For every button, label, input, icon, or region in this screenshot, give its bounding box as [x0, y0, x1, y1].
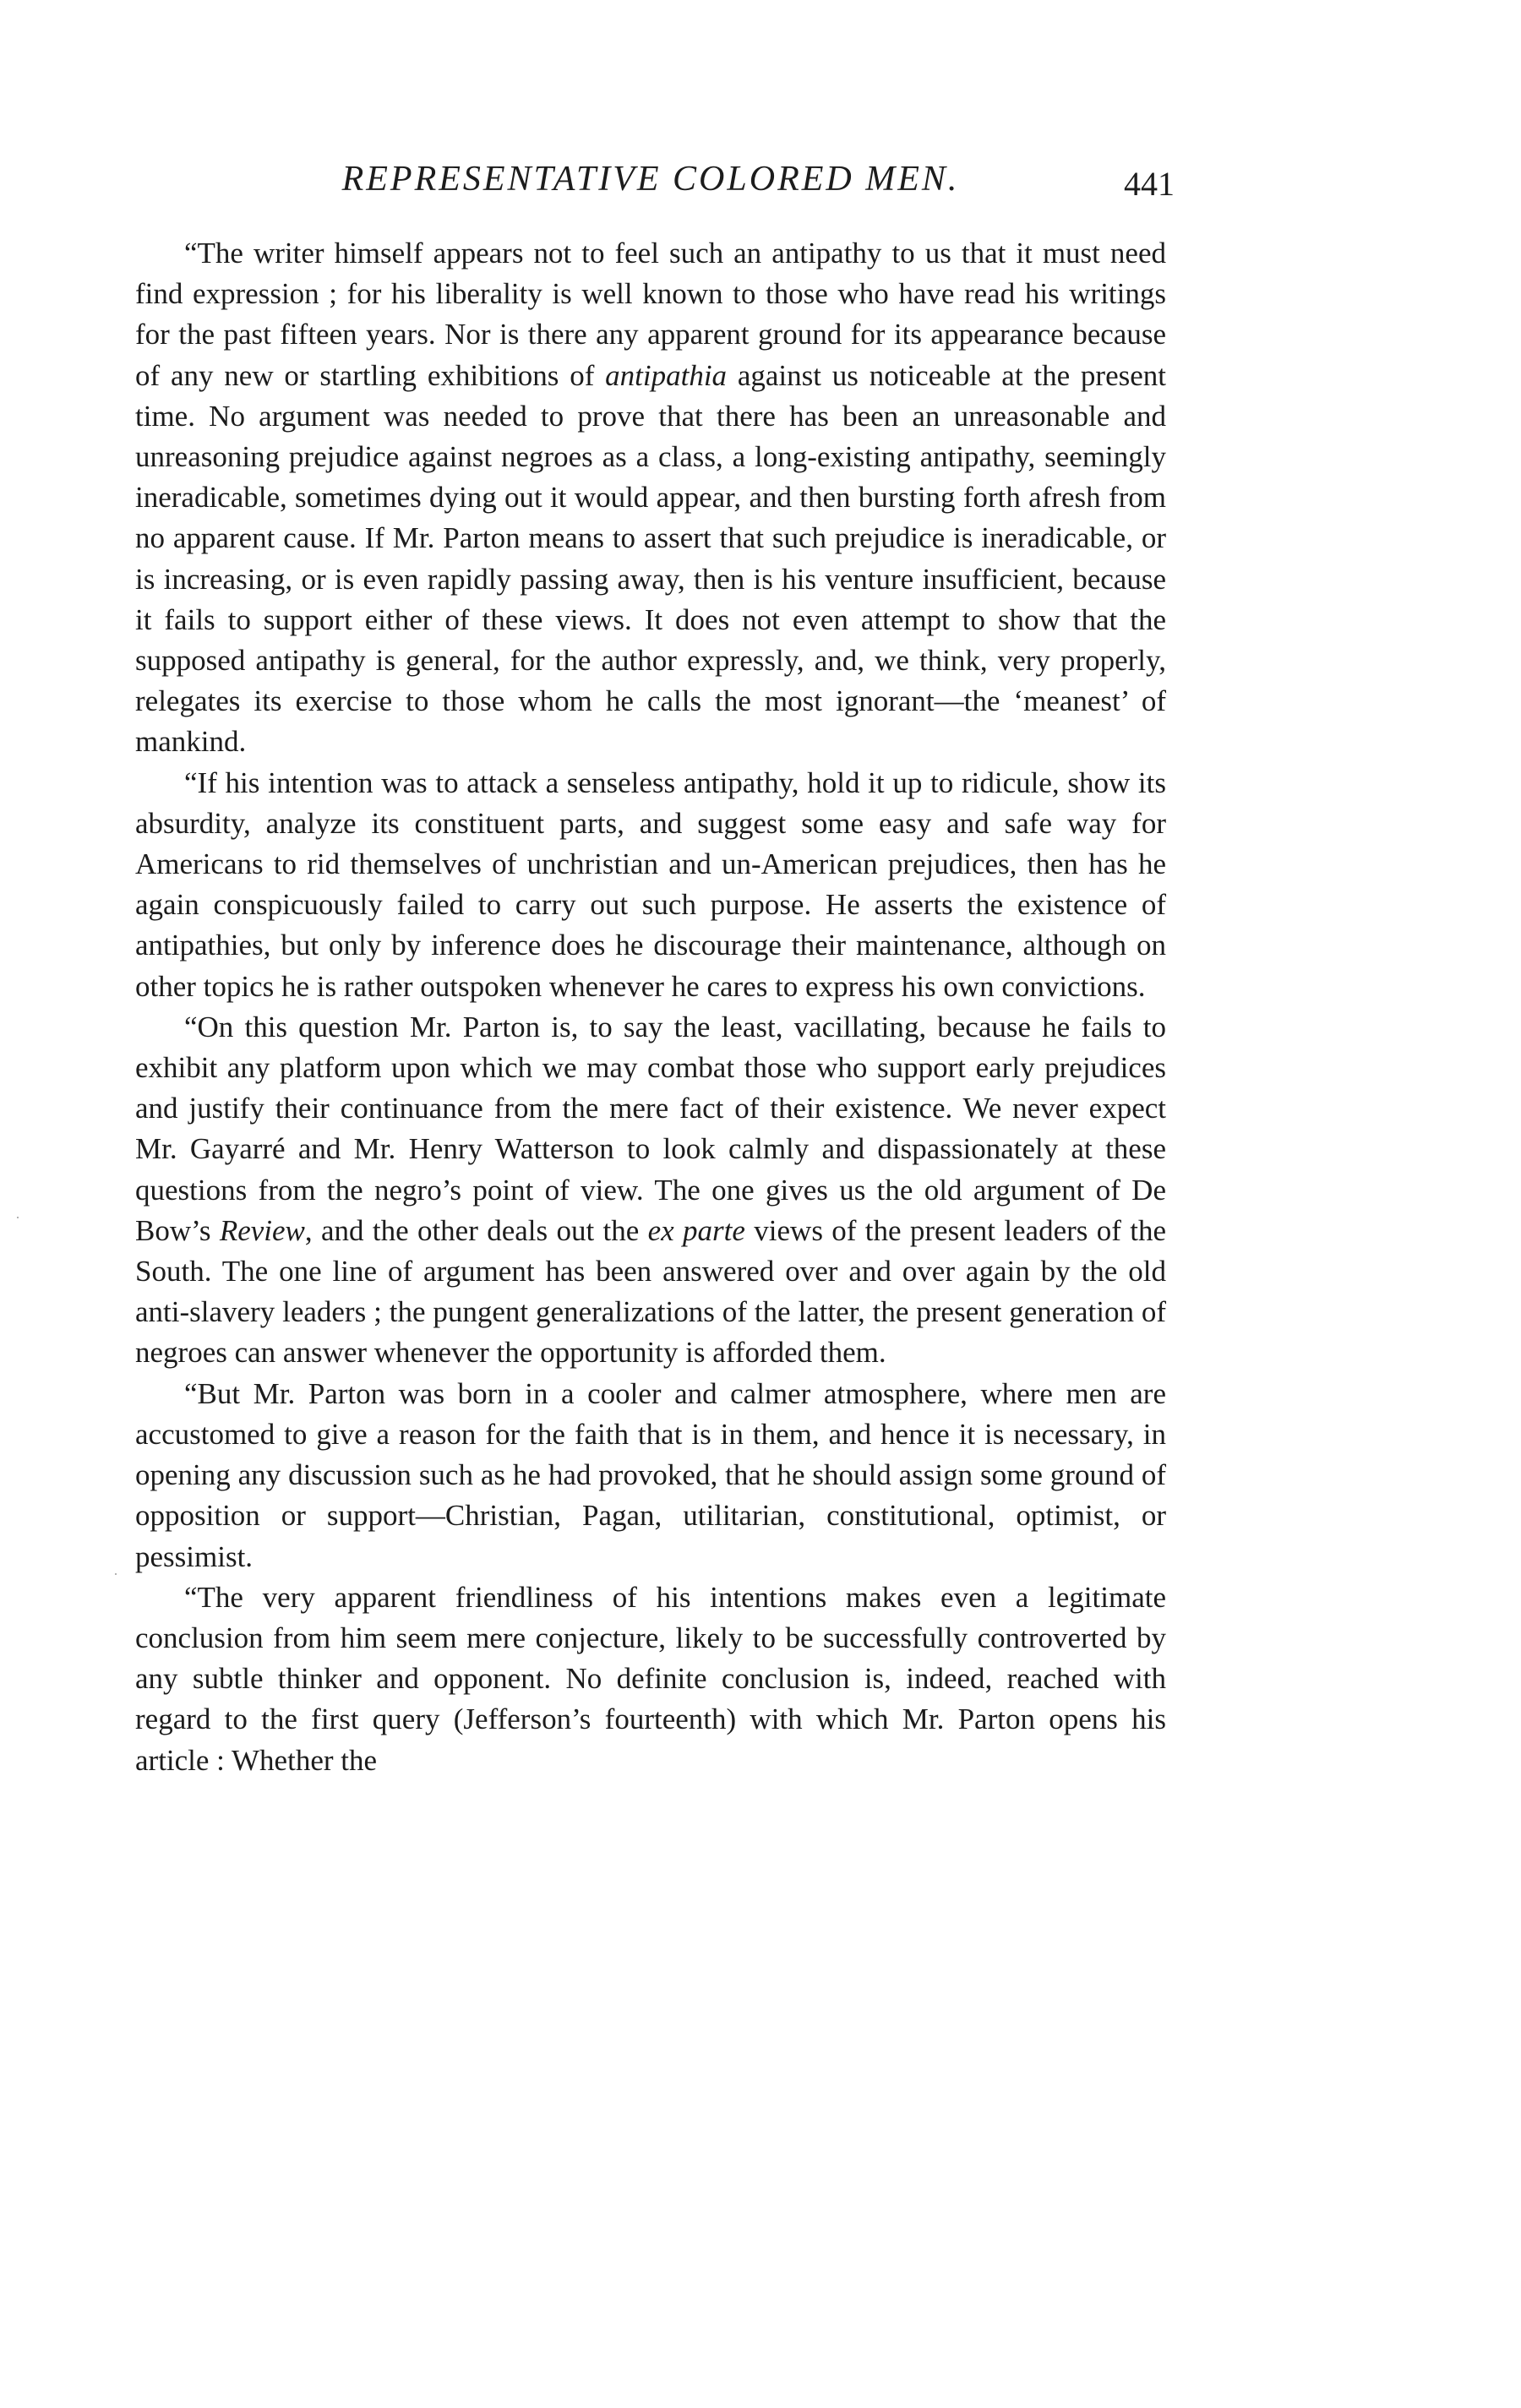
paragraph — [135, 763, 1166, 1007]
paragraph — [135, 233, 1166, 763]
paragraph — [135, 1577, 1166, 1781]
body-text — [135, 233, 1166, 1781]
running-head — [135, 154, 1175, 204]
paragraph — [135, 1374, 1166, 1577]
paragraph-text: against us noticeable at the present time. No argument was needed to prove that there has been an unreasonable and unreasoning prejudice against negroes as a class, a long-existing antipathy, seemingly ineradicable, sometimes dying out it would appear, and then bursting forth afresh from no apparent cause. If Mr. Parton means to assert that such prejudice is ineradicable, or is increasing, or is even rapidly passing away, then is his venture insufficient, because it fails to support either of these views. It does not even attempt to show that the supposed antipathy is general, for the author expressly, and, we think, very properly, relegates its exercise to those whom he calls the most ignorant—the ‘meanest’ of mankind. — [135, 358, 1166, 759]
italic-term: Review — [219, 1213, 305, 1247]
italic-term: antipathia — [605, 358, 728, 392]
page-number: 441 — [1124, 165, 1175, 203]
italic-term: ex parte — [647, 1213, 745, 1247]
paragraph — [135, 1007, 1166, 1374]
paragraph-text: “On this question Mr. Parton is, to say the least, vacillating, because he fails to exhibit any platform upon which we may combat those who support early prejudices and justify their continuance from the mere fact of their existence. We never expect Mr. Gayarré and Mr. Henry Watterson to look calmly and dispassionately at these questions from the negro’s point of view. The one gives us the old argument of De Bow’s — [135, 1010, 1166, 1247]
scan-speck — [17, 1217, 19, 1218]
paragraph-text: “The very apparent friendliness of his intentions makes even a legitimate conclusion from him seem mere conjecture, likely to be successfully controverted by any subtle thinker and opponent. No definite conclusion is, indeed, reached with regard to the first query (Jefferson’s fourteenth) with which Mr. Parton opens his article : Whether the — [135, 1580, 1166, 1777]
paragraph-text: “The writer himself appears not to feel such an antipathy to us that it must need find expression ; for his liberality is well known to those who have read his writings for the past fifteen years. Nor is there any apparent ground for its appearance because of any new or startling exhibitions of — [135, 237, 1166, 392]
paragraph-text: views of the present leaders of the South. The one line of argument has been answered over and over again by the old anti-slavery leaders ; the pungent generalizations of the latter, the present generation of negroes can answer whenever the opportunity is afforded them. — [135, 1213, 1166, 1370]
paragraph-text: “If his intention was to attack a senseless antipathy, hold it up to ridicule, show its absurdity, analyze its constituent parts, and suggest some easy and safe way for Americans to rid themselves of unchristian and un-American prejudices, then has he again conspicuously failed to carry out such purpose. He asserts the existence of antipathies, but only by inference does he discourage their maintenance, although on other topics he is rather outspoken whenever he cares to express his own convictions. — [135, 765, 1166, 1003]
paragraph-text: , and the other deals out the — [304, 1213, 648, 1247]
running-title: REPRESENTATIVE COLORED MEN. — [341, 160, 960, 199]
scan-speck — [115, 1573, 117, 1575]
paragraph-text: “But Mr. Parton was born in a cooler and calmer atmosphere, where men are accustomed to give a reason for the faith that is in them, and hence it is necessary, in opening any discussion such as he had provoked, that he should assign some ground of opposition or support—Christian, Pagan, utilitarian, constitutional, optimist, or pessimist. — [135, 1376, 1166, 1573]
